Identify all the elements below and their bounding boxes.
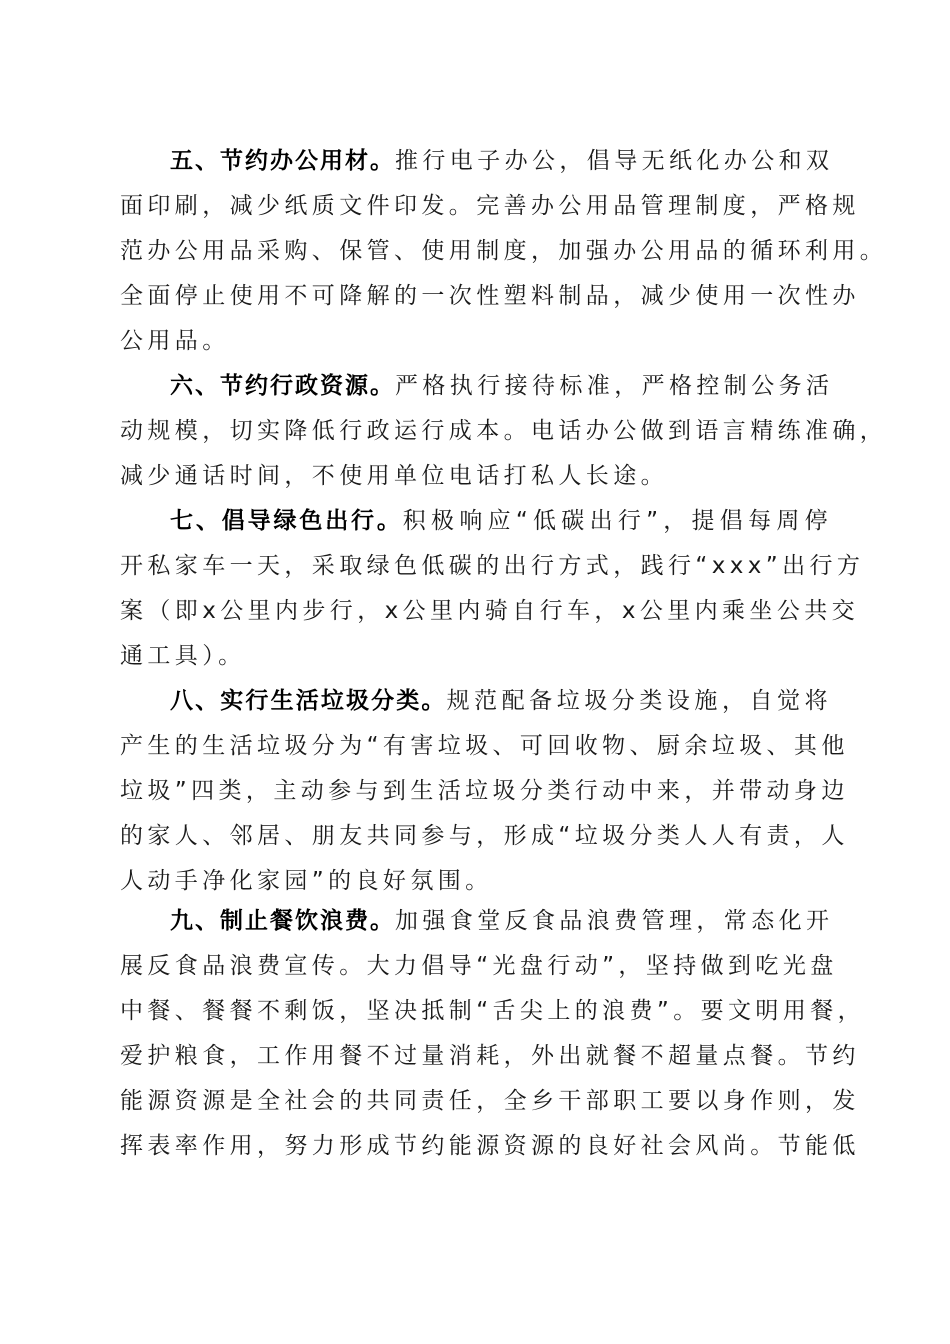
section-heading: 九、制止餐饮浪费。 [170,908,395,934]
paragraph-line: 爱护粮食，工作用餐不过量消耗，外出就餐不超量点餐。节约 [120,1043,860,1069]
paragraph-line: 通工具）。 [120,643,246,669]
paragraph-line: 开私家车一天，采取绿色低碳的出行方式，践行“xxx”出行方 [120,553,865,579]
section-heading: 六、节约行政资源。 [170,373,395,399]
paragraph-line: 展反食品浪费宣传。大力倡导“光盘行动”，坚持做到吃光盘 [120,953,838,979]
section-heading: 五、节约办公用材。 [170,148,395,174]
paragraph-line: 中餐、餐餐不剩饭，坚决抵制“舌尖上的浪费”。要文明用餐， [120,998,866,1024]
paragraph-line: 范办公用品采购、保管、使用制度，加强办公用品的循环利用。 [120,238,888,264]
paragraph-line: 案（即x公里内步行，x公里内骑自行车，x公里内乘坐公共交 [120,598,860,624]
paragraph-line: 公用品。 [120,328,230,354]
paragraph-line: 产生的生活垃圾分为“有害垃圾、可回收物、厨余垃圾、其他 [120,733,849,759]
section-heading: 八、实行生活垃圾分类。 [170,688,447,714]
paragraph-line: 动规模，切实降低行政运行成本。电话办公做到语言精练准确， [120,418,888,444]
paragraph-line: 垃圾”四类，主动参与到生活垃圾分类行动中来，并带动身边 [120,778,849,804]
paragraph-line: 面印刷，减少纸质文件印发。完善办公用品管理制度，严格规 [120,193,860,219]
paragraph-line: 五、节约办公用材。推行电子办公，倡导无纸化办公和双 [170,148,834,174]
paragraph-line: 七、倡导绿色出行。积极响应“低碳出行”，提倡每周停 [170,508,833,534]
paragraph-line: 挥表率作用，努力形成节约能源资源的良好社会风尚。节能低 [120,1133,860,1159]
paragraph-line: 六、节约行政资源。严格执行接待标准，严格控制公务活 [170,373,834,399]
paragraph-line: 全面停止使用不可降解的一次性塑料制品，减少使用一次性办 [120,283,860,309]
paragraph-line: 的家人、邻居、朋友共同参与，形成“垃圾分类人人有责，人 [120,823,849,849]
paragraph-line: 减少通话时间，不使用单位电话打私人长途。 [120,463,668,489]
section-heading: 七、倡导绿色出行。 [170,508,403,534]
paragraph-line: 能源资源是全社会的共同责任，全乡干部职工要以身作则，发 [120,1088,860,1114]
paragraph-line: 九、制止餐饮浪费。加强食堂反食品浪费管理，常态化开 [170,908,834,934]
paragraph-line: 人动手净化家园”的良好氛围。 [120,868,493,894]
paragraph-line: 八、实行生活垃圾分类。规范配备垃圾分类设施，自觉将 [170,688,832,714]
